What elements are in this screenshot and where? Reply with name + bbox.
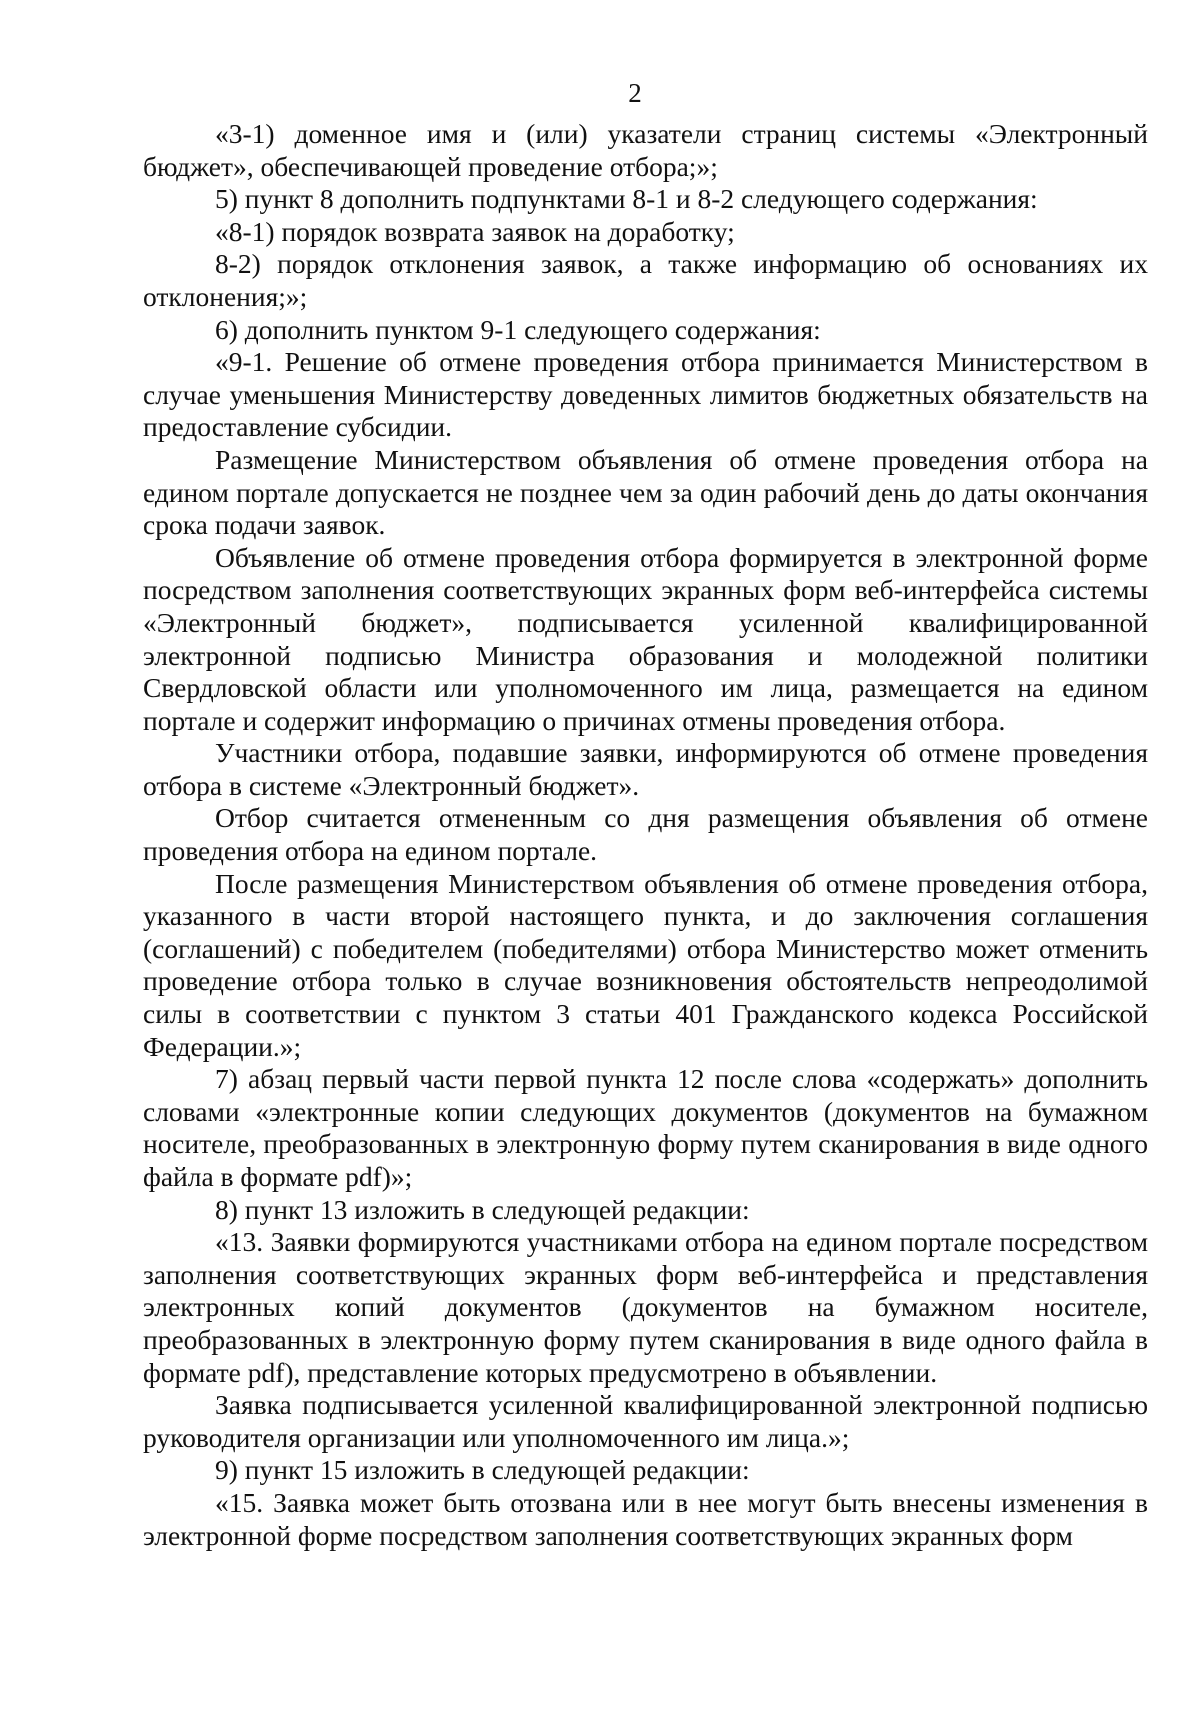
paragraph-selection-cancelled: Отбор считается отмененным со дня размещения объявления об отмене проведения отбора на едином портале. — [143, 802, 1148, 867]
paragraph-item-9: 9) пункт 15 изложить в следующей редакции: — [215, 1454, 750, 1486]
paragraph-item-5: 5) пункт 8 дополнить подпунктами 8-1 и 8-2 следующего содержания: — [215, 183, 1038, 215]
paragraph-item-6: 6) дополнить пунктом 9-1 следующего содержания: — [215, 313, 821, 345]
paragraph-force-majeure: После размещения Министерством объявления об отмене проведения отбора, указанного в части второй настоящего пункта, и до заключения соглашения (соглашений) с победителем (победителями) отбора Министерство может отменить проведение отбора только в случае возникновения обстоятельств непреодолимой силы в соответствии с пунктом 3 статьи 401 Гражданского кодекса Российской Федерации.»; — [143, 867, 1148, 1062]
document-body — [143, 118, 1148, 1552]
paragraph-item-8: 8) пункт 13 изложить в следующей редакции: — [215, 1193, 750, 1225]
paragraph-3-1-domain-name: «3-1) доменное имя и (или) указатели страниц системы «Электронный бюджет», обеспечивающей проведение отбора;»; — [143, 118, 1148, 182]
paragraph-announcement-placement: Размещение Министерством объявления об отмене проведения отбора на едином портале допускается не позднее чем за один рабочий день до даты окончания срока подачи заявок. — [143, 443, 1148, 541]
paragraph-announcement-form: Объявление об отмене проведения отбора формируется в электронной форме посредством заполнения соответствующих экранных форм веб-интерфейса системы «Электронный бюджет», подписывается усиленной квалифицированной электронной подписью Министра образования и молодежной политики Свердловской области или уполномоченного им лица, размещается на едином портале и содержит информацию о причинах отмены проведения отбора. — [143, 541, 1148, 736]
paragraph-application-signature: Заявка подписывается усиленной квалифицированной электронной подписью руководителя организации или уполномоченного им лица.»; — [143, 1389, 1148, 1453]
paragraph-participants-informed: Участники отбора, подавшие заявки, информируются об отмене проведения отбора в системе «Электронный бюджет». — [143, 737, 1148, 801]
paragraph-8-2: 8-2) порядок отклонения заявок, а также информацию об основаниях их отклонения;»; — [143, 248, 1148, 312]
paragraph-8-1: «8-1) порядок возврата заявок на доработку; — [215, 215, 735, 247]
paragraph-9-1: «9-1. Решение об отмене проведения отбора принимается Министерством в случае уменьшения Министерству доведенных лимитов бюджетных обязательств на предоставление субсидии. — [143, 346, 1148, 443]
paragraph-13: «13. Заявки формируются участниками отбора на едином портале посредством заполнения соответствующих экранных форм веб-интерфейса и представления электронных копий документов (документов на бумажном носителе, преобразованных в электронную форму путем сканирования в виде одного файла в формате pdf), представление которых предусмотрено в объявлении. — [143, 1226, 1148, 1388]
paragraph-item-7: 7) абзац первый части первой пункта 12 после слова «содержать» дополнить словами «электронные копии следующих документов (документов на бумажном носителе, преобразованных в электронную форму путем сканирования в виде одного файла в формате pdf)»; — [143, 1063, 1148, 1192]
paragraph-15: «15. Заявка может быть отозвана или в нее могут быть внесены изменения в электронной форме посредством заполнения соответствующих экранных форм — [143, 1486, 1148, 1551]
page-number: 2 — [628, 78, 642, 108]
